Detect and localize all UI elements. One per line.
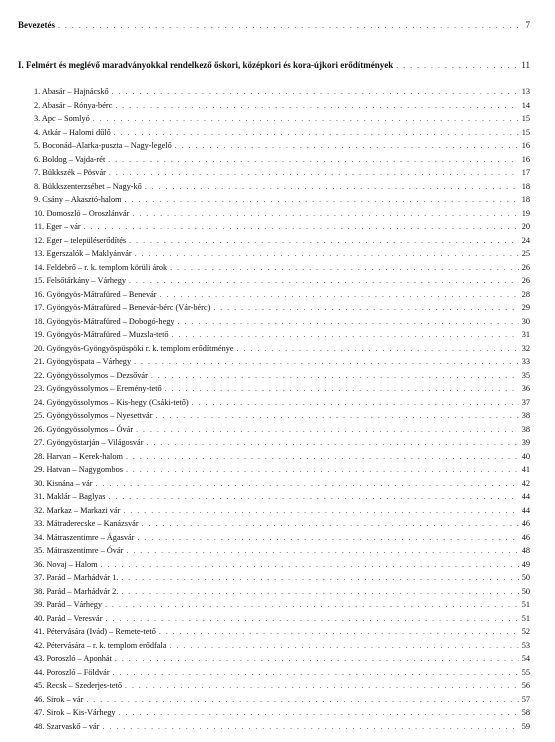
part-title: I. Felmért és meglévő maradványokkal rendelkező őskori, középkori és kora-újkori erődítmények	[18, 60, 394, 70]
toc-entry-page-number: 51	[521, 600, 530, 609]
dot-leader	[114, 128, 519, 137]
toc-entry-label: 13. Egerszalók – Maklyánvár	[34, 249, 132, 258]
toc-entry[interactable]	[34, 384, 530, 393]
toc-entry[interactable]	[34, 681, 530, 690]
toc-entry-page-number: 31	[521, 330, 530, 339]
toc-entry-page-number: 26	[521, 262, 530, 272]
toc-entry-page-number: 50	[521, 573, 530, 582]
toc-entry-label: 3. Apc – Somlyó	[34, 114, 90, 123]
toc-entry-label: 16. Gyöngyös-Mátrafüred – Benevár	[34, 289, 157, 299]
toc-entry-label: 2. Abasár – Rónya-bérc	[34, 100, 113, 110]
toc-entry-page-number: 20	[521, 222, 530, 231]
toc-entry-page-number: 17	[521, 168, 530, 177]
toc-entry-label: 1. Abasár – Hajnácskő	[34, 87, 109, 96]
toc-entry-page-number: 42	[521, 478, 530, 488]
toc-entry-label: 26. Gyöngyössolymos – Óvár	[34, 424, 134, 434]
toc-entry-page-number: 14	[521, 100, 530, 110]
toc-entry-page-number: 35	[521, 370, 530, 380]
toc-entry-page-number: 50	[521, 586, 530, 596]
toc-entry-label: 25. Gyöngyössolymos – Nyesettvár	[34, 411, 153, 420]
toc-entry-label: 48. Szarvaskő – vár	[34, 721, 100, 731]
toc-entry[interactable]	[34, 317, 530, 326]
toc-entry[interactable]	[34, 114, 530, 123]
toc-entry-label: 6. Boldog – Vajda-rét	[34, 154, 106, 164]
dot-leader	[108, 492, 518, 501]
toc-entry[interactable]	[34, 128, 530, 137]
dot-leader	[213, 303, 518, 312]
toc-entry-label: 35. Mátraszentimre – Óvár	[34, 546, 124, 555]
toc-entry-page-number: 32	[521, 343, 530, 353]
toc-entry-label: 10. Domoszló – Oroszlánvár	[34, 208, 130, 218]
toc-intro-row[interactable]	[18, 20, 530, 30]
dot-leader	[160, 290, 519, 299]
toc-entry-page-number: 44	[521, 505, 530, 515]
toc-entry-label: 39. Parád – Várhegy	[34, 600, 103, 609]
toc-entry-page-number: 38	[521, 424, 530, 434]
dot-leader	[121, 573, 518, 582]
toc-entry[interactable]	[34, 533, 530, 542]
dot-leader	[145, 182, 519, 191]
toc-entry-label: 14. Feldebrő – r. k. templom körüli árok	[34, 262, 168, 272]
toc-entry[interactable]	[34, 492, 530, 501]
dot-leader	[106, 614, 519, 623]
dot-leader	[93, 114, 519, 123]
toc-entry-label: 4. Atkár – Halomi dűlő	[34, 127, 111, 137]
toc-entry-page-number: 18	[521, 181, 530, 191]
dot-leader	[178, 317, 519, 326]
toc-entry-label: 7. Bükkszék – Pösvár	[34, 168, 106, 177]
dot-leader	[134, 357, 519, 366]
toc-entry-label: 12. Eger – településerődítés	[34, 235, 127, 245]
dot-leader	[101, 560, 519, 569]
dot-leader	[151, 371, 519, 380]
toc-entry-label: 23. Gyöngyössolymos – Eremény-tető	[34, 384, 162, 393]
toc-entry-page-number: 29	[521, 303, 530, 312]
dot-leader	[109, 168, 519, 177]
toc-entry-page-number: 55	[521, 667, 530, 677]
toc-entry[interactable]	[34, 263, 530, 272]
toc-entry[interactable]	[34, 452, 530, 461]
dot-leader	[115, 654, 519, 663]
dot-leader	[169, 641, 518, 650]
dot-leader	[105, 600, 519, 609]
toc-entry[interactable]	[34, 465, 530, 474]
toc-entry-label: 45. Recsk – Szederjes-tető	[34, 681, 123, 690]
toc-entry-label: 40. Parád – Veresvár	[34, 613, 103, 623]
toc-entry-label: 46. Sirok – vár	[34, 694, 84, 704]
toc-entry-label: 18. Gyöngyös-Mátrafüred – Dobogó-hegy	[34, 316, 175, 326]
toc-entry[interactable]	[34, 236, 530, 245]
toc-entry-page-number: 13	[521, 87, 530, 96]
toc-entry-label: 32. Markaz – Markazi vár	[34, 505, 121, 515]
dot-leader	[115, 101, 518, 110]
toc-entry-page-number: 58	[521, 708, 530, 717]
toc-entry[interactable]	[34, 600, 530, 609]
toc-entry-label: 5. Boconád–Alarka-puszta – Nagy-legelő	[34, 141, 172, 150]
toc-entry[interactable]	[34, 627, 530, 636]
dot-leader	[126, 546, 518, 555]
toc-entry[interactable]	[34, 290, 530, 299]
toc-entry[interactable]	[34, 411, 530, 420]
toc-entry-page-number: 51	[521, 613, 530, 623]
toc-entry-page-number: 46	[521, 532, 530, 542]
dot-leader	[129, 236, 519, 245]
toc-part-row[interactable]	[18, 60, 530, 70]
intro-title: Bevezetés	[18, 20, 55, 30]
toc-entry-label: 15. Felsőtárkány – Várhegy	[34, 276, 127, 285]
dot-leader	[147, 438, 519, 447]
dot-leader	[172, 330, 519, 339]
toc-entry-page-number: 48	[521, 546, 530, 555]
toc-entry-label: 11. Eger – vár	[34, 222, 81, 231]
toc-entry-label: 30. Kisnána – vár	[34, 478, 93, 488]
toc-entry[interactable]	[34, 141, 530, 150]
toc-entry-label: 37. Parád – Marhádvár 1.	[34, 573, 119, 582]
toc-entry-page-number: 46	[521, 519, 530, 528]
toc-entry-label: 29. Hatvan – Nagygombos	[34, 465, 123, 474]
dot-leader	[137, 533, 518, 542]
toc-entry[interactable]	[34, 425, 530, 434]
toc-entry[interactable]	[34, 222, 530, 231]
toc-entry[interactable]	[34, 573, 530, 582]
toc-entry[interactable]	[34, 398, 530, 407]
dot-leader	[125, 681, 519, 690]
toc-entry-page-number: 33	[521, 357, 530, 366]
toc-entry-label: 47. Sirok – Kis-Várhegy	[34, 708, 116, 717]
toc-entry-page-number: 39	[521, 438, 530, 447]
toc-entry-page-number: 44	[521, 492, 530, 501]
toc-entry[interactable]	[34, 303, 530, 312]
toc-entry-label: 8. Bükkszenterzsébet – Nagy-kő	[34, 181, 142, 191]
toc-entry[interactable]	[34, 209, 530, 218]
toc-entry-page-number: 54	[521, 654, 530, 663]
toc-entry[interactable]	[34, 182, 530, 191]
dot-leader	[112, 87, 519, 96]
toc-entry-label: 43. Poroszló – Aponhát	[34, 654, 112, 663]
dot-leader	[119, 708, 519, 717]
toc-entry-page-number: 28	[521, 289, 530, 299]
dot-leader	[123, 506, 518, 515]
toc-entry-label: 28. Harvan – Kerek-halom	[34, 451, 123, 461]
toc-entry-label: 27. Gyöngyöstarján – Világosvár	[34, 438, 144, 447]
toc-entry-page-number: 56	[521, 681, 530, 690]
toc-entry-page-number: 38	[521, 411, 530, 420]
toc-entry-page-number: 15	[521, 114, 530, 123]
dot-leader	[126, 452, 519, 461]
toc-entry[interactable]	[34, 195, 530, 204]
dot-leader	[113, 668, 519, 677]
toc-entry[interactable]	[34, 479, 530, 488]
dot-leader	[126, 465, 519, 474]
toc-entry[interactable]	[34, 344, 530, 353]
toc-entry[interactable]	[34, 168, 530, 177]
toc-entry-label: 33. Mátraderecske – Kanázsvár	[34, 519, 139, 528]
toc-entry-label: 38. Parád – Marhádvár 2.	[34, 586, 119, 596]
dot-leader	[129, 276, 519, 285]
toc-entry-page-number: 25	[521, 249, 530, 258]
dot-leader	[396, 61, 518, 70]
toc-entry[interactable]	[34, 276, 530, 285]
toc-entry-page-number: 57	[521, 694, 530, 704]
toc-entry-page-number: 16	[521, 141, 530, 150]
dot-leader	[175, 141, 519, 150]
toc-entry-page-number: 37	[521, 397, 530, 407]
toc-entry[interactable]	[34, 506, 530, 515]
toc-entry[interactable]	[34, 722, 530, 731]
dot-leader	[121, 587, 518, 596]
toc-entry-label: 21. Gyöngyöspata – Várhegy	[34, 357, 132, 366]
dot-leader	[58, 21, 523, 30]
dot-leader	[170, 263, 519, 272]
dot-leader	[135, 249, 519, 258]
toc-entry[interactable]	[34, 546, 530, 555]
toc-entry-label: 31. Maklár – Baglyas	[34, 492, 106, 501]
toc-entry-page-number: 19	[521, 208, 530, 218]
intro-page-number: 7	[525, 20, 530, 30]
dot-leader	[142, 519, 519, 528]
toc-entry[interactable]	[34, 654, 530, 663]
dot-leader	[159, 627, 519, 636]
toc-entry-label: 41. Pétervására (Ivád) – Remete-tető	[34, 627, 156, 636]
toc-entry-page-number: 24	[521, 235, 530, 245]
toc-entry[interactable]	[34, 87, 530, 96]
toc-entry-label: 44. Poroszló – Földvár	[34, 667, 110, 677]
toc-entry-page-number: 18	[521, 195, 530, 204]
toc-entry-label: 42. Pétervására – r. k. templom erődfala	[34, 640, 167, 650]
toc-entry[interactable]	[34, 708, 530, 717]
toc-entry-page-number: 15	[521, 127, 530, 137]
dot-leader	[108, 155, 518, 164]
toc-entry-page-number: 49	[521, 559, 530, 569]
toc-entry[interactable]	[34, 249, 530, 258]
toc-entry[interactable]	[34, 371, 530, 380]
dot-leader	[125, 195, 519, 204]
toc-entry-page-number: 41	[521, 465, 530, 474]
toc-entry-label: 36. Novaj – Halom	[34, 559, 98, 569]
toc-entry-label: 34. Mátraszentimre – Ágasvár	[34, 532, 135, 542]
dot-leader	[237, 344, 519, 353]
toc-entry[interactable]	[34, 519, 530, 528]
toc-entry-page-number: 26	[521, 276, 530, 285]
toc-entry-page-number: 53	[521, 640, 530, 650]
toc-entry-label: 24. Gyöngyössolymos – Kis-hegy (Csáki-tető)	[34, 397, 189, 407]
toc-entry-page-number: 40	[521, 451, 530, 461]
dot-leader	[96, 479, 519, 488]
toc-entry-page-number: 30	[521, 316, 530, 326]
dot-leader	[84, 222, 519, 231]
toc-entry-page-number: 36	[521, 384, 530, 393]
toc-entry-label: 22. Gyöngyössolymos – Dezsővár	[34, 370, 148, 380]
toc-entry[interactable]	[34, 668, 530, 677]
toc-entry-page-number: 52	[521, 627, 530, 636]
toc-entry-label: 20. Gyöngyös-Gyöngyöspüspöki r. k. templom erődítménye	[34, 343, 234, 353]
dot-leader	[165, 384, 519, 393]
toc-entry-label: 9. Csány – Akasztó-halom	[34, 195, 122, 204]
toc-entry-label: 17. Gyöngyös-Mátrafüred – Benevár-bérc (Vár-bérc)	[34, 303, 211, 312]
part-page-number: 11	[521, 60, 530, 70]
toc-entry[interactable]	[34, 155, 530, 164]
dot-leader	[192, 398, 519, 407]
toc-entry[interactable]	[34, 357, 530, 366]
toc-entry[interactable]	[34, 438, 530, 447]
dot-leader	[132, 209, 518, 218]
toc-entry[interactable]	[34, 695, 530, 704]
dot-leader	[155, 411, 518, 420]
toc-entry-label: 19. Gyöngyös-Mátrafüred – Muzsla-tető	[34, 330, 169, 339]
dot-leader	[136, 425, 519, 434]
dot-leader	[102, 722, 518, 731]
toc-entry-page-number: 16	[521, 154, 530, 164]
toc-entry-page-number: 59	[521, 721, 530, 731]
toc-entry[interactable]	[34, 560, 530, 569]
toc-entry[interactable]	[34, 614, 530, 623]
toc-entry[interactable]	[34, 641, 530, 650]
toc-entry[interactable]	[34, 101, 530, 110]
dot-leader	[86, 695, 518, 704]
toc-entry[interactable]	[34, 330, 530, 339]
toc-entry[interactable]	[34, 587, 530, 596]
